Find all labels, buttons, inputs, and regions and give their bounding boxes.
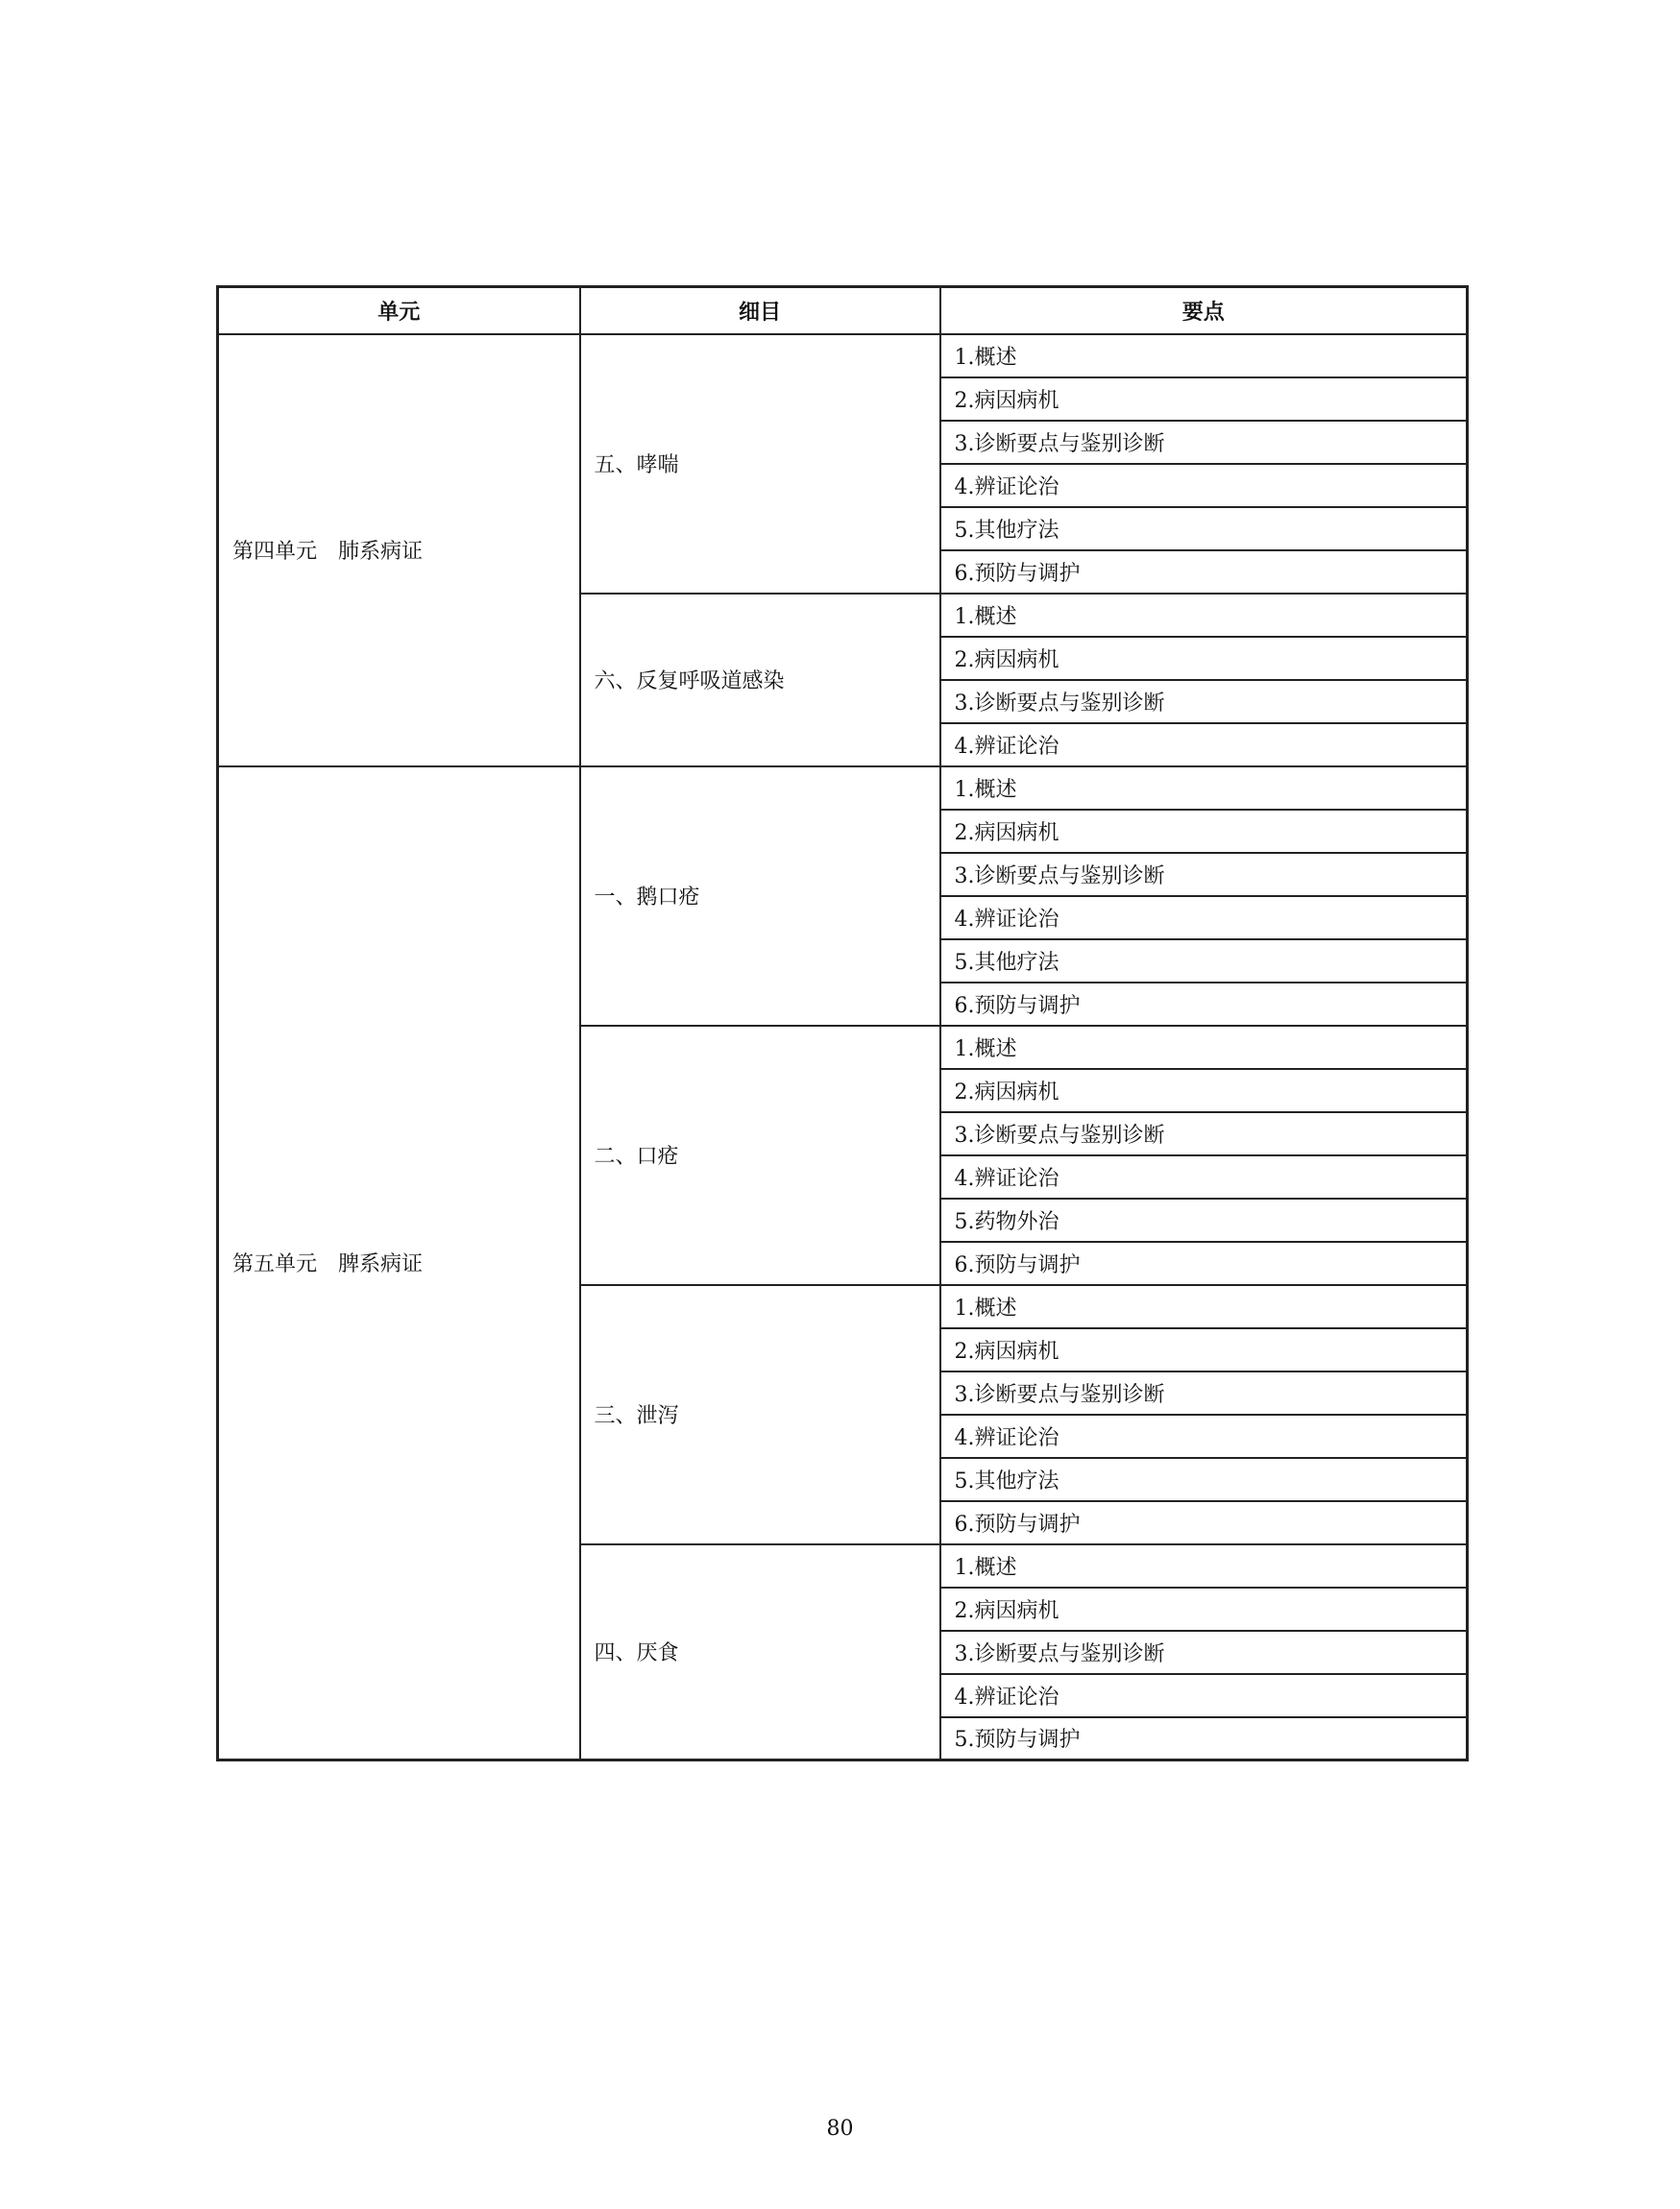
point-cell: 1.概述 — [940, 1026, 1468, 1069]
table-body — [218, 334, 1468, 1760]
header-points: 要点 — [940, 287, 1468, 334]
unit-cell: 第四单元 肺系病证 — [218, 334, 580, 766]
point-cell: 4.辨证论治 — [940, 1674, 1468, 1717]
point-cell: 6.预防与调护 — [940, 1501, 1468, 1544]
header-row — [218, 287, 1468, 334]
point-cell: 3.诊断要点与鉴别诊断 — [940, 1112, 1468, 1155]
point-cell: 4.辨证论治 — [940, 1155, 1468, 1199]
point-cell: 5.其他疗法 — [940, 939, 1468, 983]
point-cell: 3.诊断要点与鉴别诊断 — [940, 1372, 1468, 1415]
point-cell: 6.预防与调护 — [940, 983, 1468, 1026]
point-cell: 2.病因病机 — [940, 1069, 1468, 1112]
point-cell: 3.诊断要点与鉴别诊断 — [940, 680, 1468, 723]
point-cell: 1.概述 — [940, 1544, 1468, 1588]
syllabus-table — [216, 285, 1469, 1761]
item-cell: 三、泄泻 — [580, 1285, 940, 1544]
item-cell: 六、反复呼吸道感染 — [580, 594, 940, 766]
point-cell: 6.预防与调护 — [940, 1242, 1468, 1285]
point-cell: 1.概述 — [940, 334, 1468, 377]
point-cell: 4.辨证论治 — [940, 1415, 1468, 1458]
point-cell: 3.诊断要点与鉴别诊断 — [940, 1631, 1468, 1674]
item-cell: 四、厌食 — [580, 1544, 940, 1760]
point-cell: 5.其他疗法 — [940, 507, 1468, 550]
table-row — [218, 766, 1468, 810]
point-cell: 4.辨证论治 — [940, 723, 1468, 766]
point-cell: 1.概述 — [940, 594, 1468, 637]
point-cell: 6.预防与调护 — [940, 550, 1468, 594]
item-cell: 二、口疮 — [580, 1026, 940, 1285]
point-cell: 2.病因病机 — [940, 637, 1468, 680]
page-number: 80 — [826, 2117, 854, 2141]
point-cell: 2.病因病机 — [940, 1328, 1468, 1372]
item-cell: 五、哮喘 — [580, 334, 940, 594]
table-row — [218, 334, 1468, 377]
point-cell: 5.预防与调护 — [940, 1717, 1468, 1760]
point-cell: 4.辨证论治 — [940, 896, 1468, 939]
unit-cell: 第五单元 脾系病证 — [218, 766, 580, 1760]
point-cell: 3.诊断要点与鉴别诊断 — [940, 421, 1468, 464]
point-cell: 5.其他疗法 — [940, 1458, 1468, 1501]
item-cell: 一、鹅口疮 — [580, 766, 940, 1026]
point-cell: 1.概述 — [940, 766, 1468, 810]
point-cell: 4.辨证论治 — [940, 464, 1468, 507]
point-cell: 2.病因病机 — [940, 377, 1468, 421]
point-cell: 2.病因病机 — [940, 1588, 1468, 1631]
header-unit: 单元 — [218, 287, 580, 334]
point-cell: 1.概述 — [940, 1285, 1468, 1328]
header-item: 细目 — [580, 287, 940, 334]
point-cell: 2.病因病机 — [940, 810, 1468, 853]
point-cell: 5.药物外治 — [940, 1199, 1468, 1242]
point-cell: 3.诊断要点与鉴别诊断 — [940, 853, 1468, 896]
